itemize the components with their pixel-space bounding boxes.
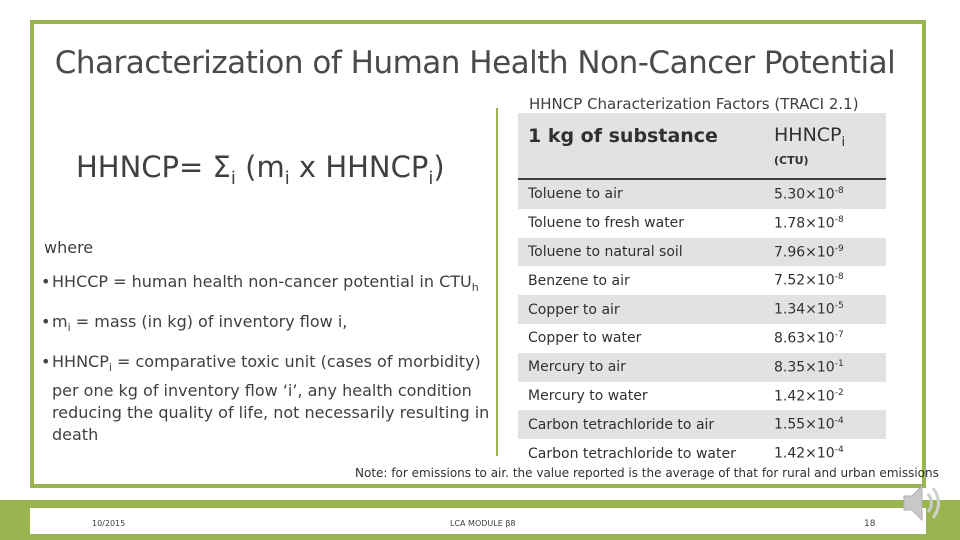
- factor-value: [768, 266, 886, 295]
- factor-exponent: -1: [834, 358, 844, 369]
- factor-value: [768, 353, 886, 382]
- header-factor-sub: i: [841, 134, 846, 150]
- factor-mantissa: 5.30×10: [774, 186, 835, 203]
- hhncp-formula: [76, 150, 445, 189]
- formula-mid: (m: [235, 150, 285, 184]
- table-row: [518, 209, 886, 238]
- formula-mid: x HHNCP: [289, 150, 429, 184]
- substance-name: Copper to water: [528, 330, 642, 347]
- bullet-dot: •: [41, 272, 51, 291]
- bullet-text: HHCCP = human health non-cancer potential in CTU: [52, 272, 472, 291]
- bullet-text: = comparative toxic unit (cases of morbidity) per one kg of inventory flow ‘i’, any health condition reducing the quality of life, not necessarily resulting in death: [52, 352, 490, 444]
- bullet-dot: •: [41, 352, 51, 372]
- factor-mantissa: 1.42×10: [774, 388, 835, 405]
- characterization-factors-table: [518, 113, 886, 468]
- substance-name: Toluene to natural soil: [518, 238, 768, 267]
- header-factor-label: HHNCP: [774, 124, 842, 147]
- table-row: [518, 410, 886, 439]
- substance-name: Carbon tetrachloride to water: [528, 445, 736, 462]
- substance-name: Toluene to air: [518, 179, 768, 209]
- substance-name: Benzene to air: [528, 272, 630, 289]
- formula-sub: i: [284, 167, 290, 189]
- header-unit: (CTU): [774, 153, 809, 167]
- bullet-sub: h: [471, 281, 479, 295]
- factor-exponent: -7: [834, 330, 844, 341]
- table-row: [518, 439, 886, 468]
- bullet-text: m: [52, 312, 68, 332]
- substance-name: Carbon tetrachloride to air: [518, 410, 768, 439]
- table-row: [518, 266, 886, 295]
- header-substance: 1 kg of substance: [518, 113, 768, 179]
- factor-value: [768, 382, 886, 411]
- divider-line: [496, 108, 498, 456]
- footnote: Note: for emissions to air. the value reported is the average of that for rural and urban emissions: [355, 466, 939, 480]
- definition-bullet: [41, 311, 494, 339]
- factor-mantissa: 7.96×10: [774, 244, 835, 261]
- factor-exponent: -8: [834, 186, 844, 197]
- factor-value: [768, 324, 886, 353]
- factor-mantissa: 8.35×10: [774, 359, 835, 376]
- table-header-row: [518, 113, 886, 179]
- substance-name: Toluene to fresh water: [528, 215, 685, 232]
- factor-value: [768, 209, 886, 238]
- table-row: [518, 295, 886, 324]
- bullet-sub: i: [108, 361, 112, 375]
- factor-mantissa: 1.55×10: [774, 417, 835, 434]
- speaker-icon[interactable]: [898, 478, 948, 528]
- factor-value: [768, 439, 886, 468]
- definition-bullet: [41, 271, 494, 299]
- substance-name: Mercury to air: [518, 353, 768, 382]
- bullet-text: = mass (in kg) of inventory flow i,: [70, 312, 348, 332]
- where-label: where: [44, 238, 94, 257]
- formula-lhs: HHNCP= Σ: [76, 150, 231, 184]
- table-row: [518, 238, 886, 267]
- definition-bullet: [41, 351, 494, 445]
- table-row: [518, 353, 886, 382]
- substance-name: Mercury to water: [528, 387, 648, 404]
- factor-mantissa: 8.63×10: [774, 330, 835, 347]
- factor-exponent: -9: [834, 243, 844, 254]
- formula-sub: i: [230, 167, 236, 189]
- factor-exponent: -8: [834, 214, 844, 225]
- substance-name: Copper to air: [518, 295, 768, 324]
- factor-value: [768, 410, 886, 439]
- factor-value: [768, 179, 886, 209]
- bullet-dot: •: [41, 312, 51, 332]
- footer-date: 10/2015: [92, 519, 126, 528]
- factor-mantissa: 1.34×10: [774, 301, 835, 318]
- factor-mantissa: 1.42×10: [774, 445, 835, 462]
- footer-module: LCA MODULE β8: [450, 519, 516, 528]
- factor-exponent: -4: [834, 445, 844, 456]
- formula-end: ): [433, 150, 445, 184]
- factor-value: [768, 238, 886, 267]
- formula-sub: i: [428, 167, 434, 189]
- factor-value: [768, 295, 886, 324]
- page-number: 18: [864, 519, 876, 529]
- bullet-sub: i: [67, 321, 71, 335]
- table-row: [518, 179, 886, 209]
- factor-exponent: -8: [834, 272, 844, 283]
- table-row: [518, 382, 886, 411]
- definitions: [41, 238, 494, 454]
- header-factor: [768, 113, 886, 179]
- factor-mantissa: 1.78×10: [774, 215, 835, 232]
- table-row: [518, 324, 886, 353]
- factor-mantissa: 7.52×10: [774, 273, 835, 290]
- bullet-text: HHNCP: [52, 352, 109, 372]
- slide-title: Characterization of Human Health Non-Cancer Potential: [54, 45, 896, 81]
- factor-exponent: -2: [834, 387, 844, 398]
- factor-exponent: -4: [834, 416, 844, 427]
- table-caption: HHNCP Characterization Factors (TRACI 2.1): [529, 95, 859, 113]
- factor-exponent: -5: [834, 301, 844, 312]
